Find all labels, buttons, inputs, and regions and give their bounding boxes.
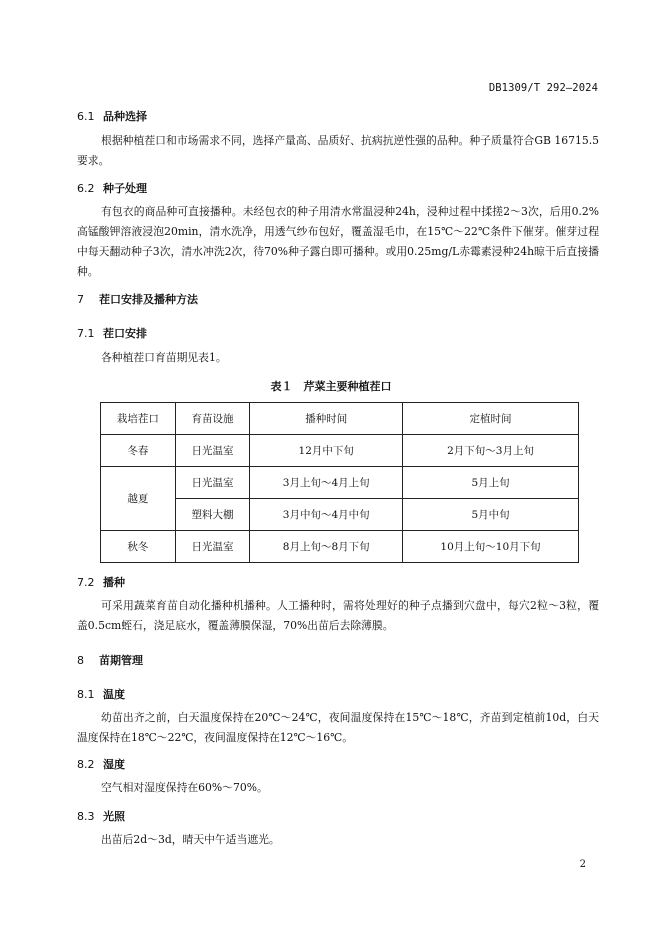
section-number: 8.1 — [77, 688, 95, 701]
table-header-cell: 播种时间 — [250, 403, 403, 435]
section-number: 6.1 — [77, 110, 95, 123]
section-title: 苗期管理 — [99, 654, 143, 667]
section-number: 8 — [77, 654, 84, 667]
section-title: 茬口安排及播种方法 — [99, 293, 198, 306]
section-8-2-heading — [77, 756, 125, 772]
section-title: 湿度 — [103, 758, 125, 771]
table-cell: 塑料大棚 — [175, 499, 250, 531]
table-row — [101, 435, 579, 467]
section-title: 播种 — [103, 576, 125, 589]
section-title: 光照 — [103, 810, 125, 823]
section-title: 品种选择 — [103, 110, 147, 123]
table-cell: 3月上旬～4月上旬 — [250, 467, 403, 499]
table-cell: 10月上旬～10月下旬 — [403, 531, 579, 563]
table-cell: 秋冬 — [101, 531, 176, 563]
section-7-2-text: 可采用蔬菜育苗自动化播种机播种。人工播种时，需将处理好的种子点播到穴盘中，每穴2粒～3粒，覆盖0.5cm蛭石，浇足底水，覆盖薄膜保湿，70%出苗后去除薄膜。 — [77, 599, 599, 632]
table-cell: 2月下旬～3月上旬 — [403, 435, 579, 467]
document-code: DB1309/T 292—2024 — [488, 82, 598, 94]
section-number: 8.3 — [77, 810, 95, 823]
section-8-3-heading — [77, 808, 125, 824]
section-title: 温度 — [103, 688, 125, 701]
table-cell: 日光温室 — [175, 435, 250, 467]
table-cell: 5月中旬 — [403, 499, 579, 531]
section-7-heading — [77, 291, 198, 307]
table-cell: 12月中下旬 — [250, 435, 403, 467]
section-8-2-text: 空气相对湿度保持在60%～70%。 — [101, 781, 268, 794]
section-title: 种子处理 — [103, 182, 147, 195]
section-8-heading — [77, 652, 143, 668]
section-title: 茬口安排 — [103, 327, 147, 340]
table-cell: 日光温室 — [175, 467, 250, 499]
section-7-1-text: 各种植茬口育苗期见表1。 — [101, 351, 227, 364]
table-1 — [100, 402, 579, 563]
section-number: 6.2 — [77, 182, 95, 195]
table-header-row — [101, 403, 579, 435]
section-8-1-heading — [77, 686, 125, 702]
section-number: 8.2 — [77, 758, 95, 771]
section-6-1-heading — [77, 108, 147, 124]
table-header-cell: 栽培茬口 — [101, 403, 176, 435]
section-7-1-heading — [77, 325, 147, 341]
section-8-3-text: 出苗后2d～3d，晴天中午适当遮光。 — [101, 833, 280, 846]
table-row — [101, 467, 579, 499]
section-number: 7.1 — [77, 327, 95, 340]
table-cell: 5月上旬 — [403, 467, 579, 499]
table-1-caption: 表１ 芹菜主要种植茬口 — [270, 380, 392, 393]
section-6-2-heading — [77, 180, 147, 196]
table-cell: 3月中旬～4月中旬 — [250, 499, 403, 531]
section-7-2-heading — [77, 574, 125, 590]
table-cell: 8月上旬～8月下旬 — [250, 531, 403, 563]
table-header-cell: 育苗设施 — [175, 403, 250, 435]
table-cell: 日光温室 — [175, 531, 250, 563]
table-row — [101, 531, 579, 563]
section-6-2-text: 有包衣的商品种可直接播种。未经包衣的种子用清水常温浸种24h，浸种过程中揉搓2～3次，后用0.2%高锰酸钾溶液浸泡20min，清水洗净，用透气纱布包好，覆盖湿毛巾，在15℃～22℃条件下催芽。催芽过程中每天翻动种子3次，清水冲洗2次，待70%种子露白即可播种。或用0.25mg/L赤霉素浸种24h晾干后直接播种。 — [77, 205, 599, 278]
page-number: 2 — [579, 859, 586, 870]
table-header-cell: 定植时间 — [403, 403, 579, 435]
section-number: 7.2 — [77, 576, 95, 589]
table-cell: 冬春 — [101, 435, 176, 467]
section-6-1-text: 根据种植茬口和市场需求不同，选择产量高、品质好、抗病抗逆性强的品种。种子质量符合GB 16715.5要求。 — [77, 134, 599, 167]
section-8-1-text: 幼苗出齐之前，白天温度保持在20℃～24℃，夜间温度保持在15℃～18℃，齐苗到定植前10d，白天温度保持在18℃～22℃，夜间温度保持在12℃～16℃。 — [77, 711, 599, 744]
section-number: 7 — [77, 293, 84, 306]
table-cell: 越夏 — [101, 467, 176, 531]
